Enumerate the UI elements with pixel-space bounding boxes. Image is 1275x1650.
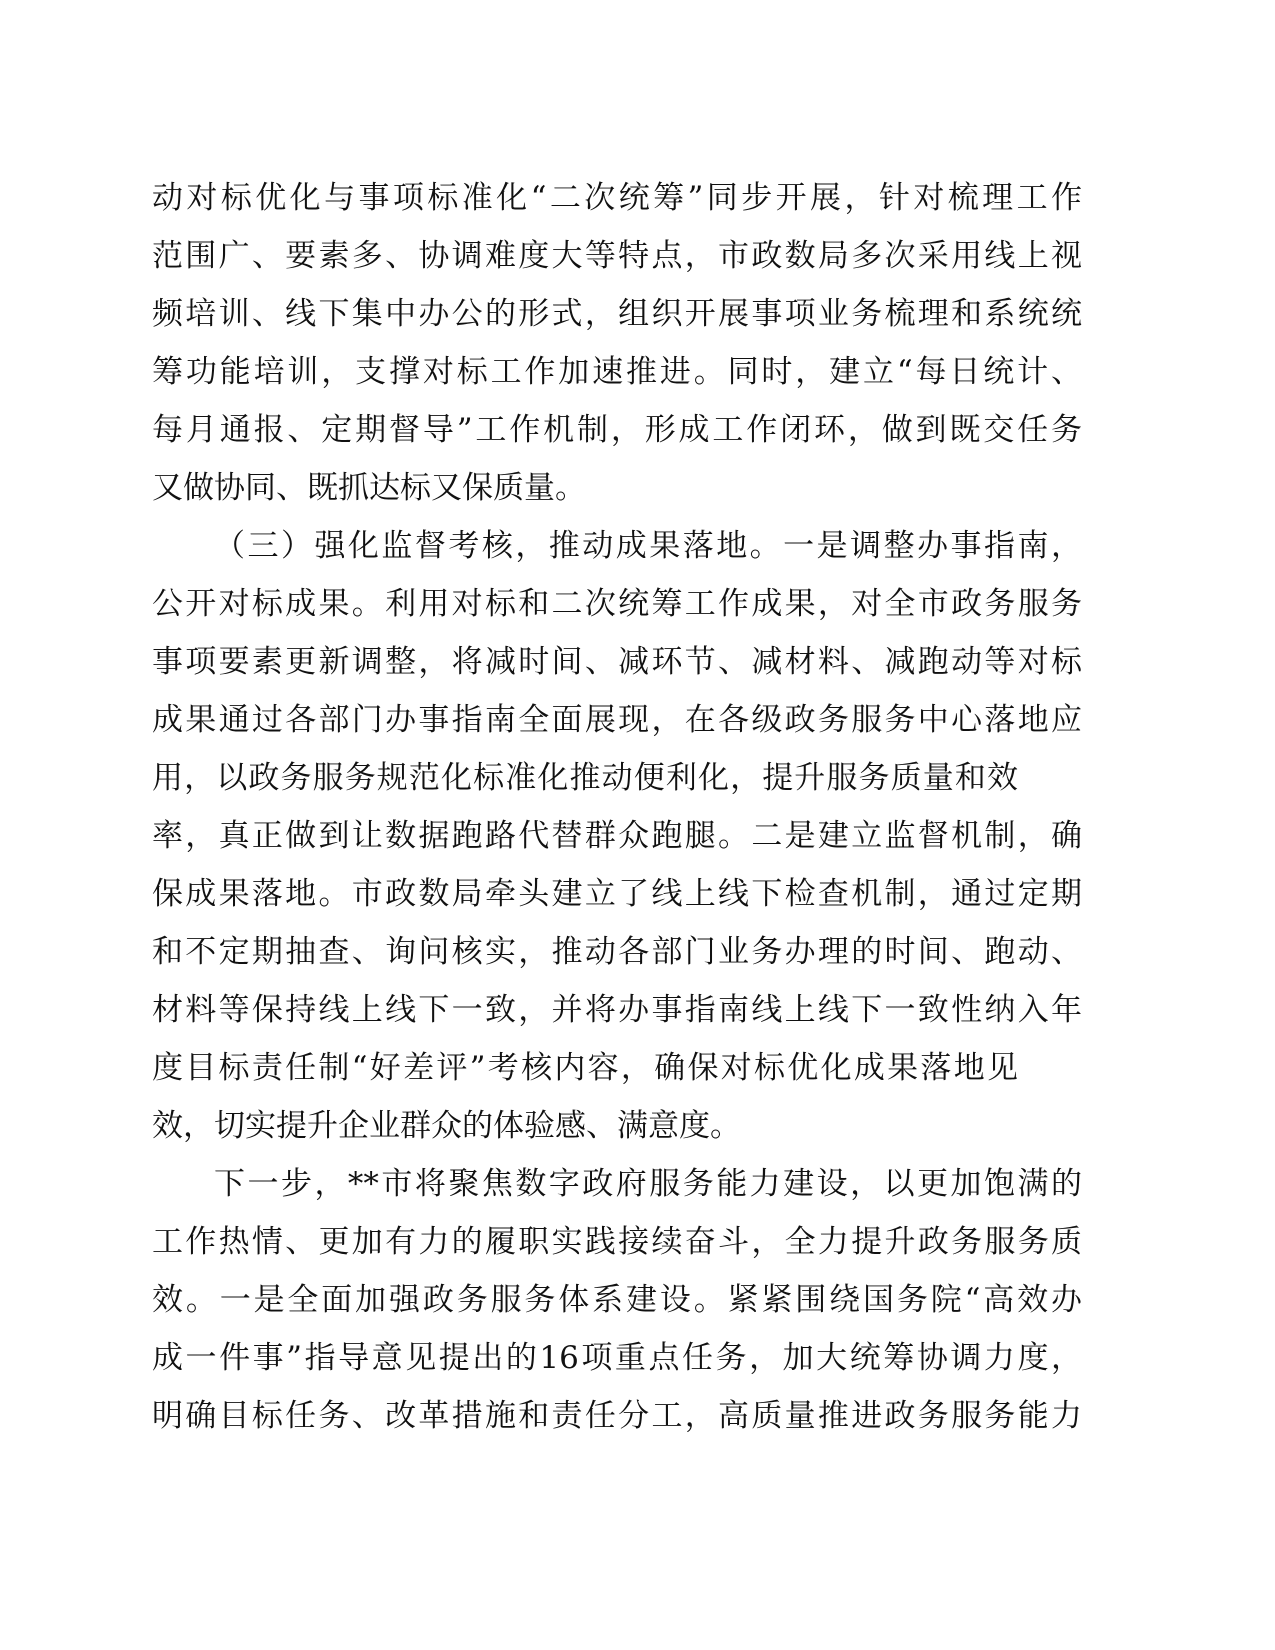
text-line: 效，切实提升企业群众的体验感、满意度。 bbox=[152, 1108, 741, 1144]
text-line: 成一件事”指导意见提出的16项重点任务，加大统筹协调力度， bbox=[152, 1340, 1082, 1376]
text-line: 动对标优化与事项标准化“二次统筹”同步开展，针对梳理工作 bbox=[152, 180, 1082, 216]
text-line: 每月通报、定期督导”工作机制，形成工作闭环，做到既交任务 bbox=[152, 412, 1082, 448]
text-line: 率，真正做到让数据跑路代替群众跑腿。二是建立监督机制，确 bbox=[152, 818, 1082, 854]
text-line: 筹功能培训，支撑对标工作加速推进。同时，建立“每日统计、 bbox=[152, 354, 1082, 390]
text-line: 用，以政务服务规范化标准化推动便利化，提升服务质量和效 bbox=[152, 760, 1018, 796]
text-line: 保成果落地。市政数局牵头建立了线上线下检查机制，通过定期 bbox=[152, 876, 1082, 912]
paragraph-first-line: 下一步，**市将聚焦数字政府服务能力建设，以更加饱满的 bbox=[214, 1166, 1082, 1202]
text-line: 公开对标成果。利用对标和二次统筹工作成果，对全市政务服务 bbox=[152, 586, 1082, 622]
text-line: 范围广、要素多、协调难度大等特点，市政数局多次采用线上视 bbox=[152, 238, 1082, 274]
text-line: 事项要素更新调整，将减时间、减环节、减材料、减跑动等对标 bbox=[152, 644, 1082, 680]
text-line: 效。一是全面加强政务服务体系建设。紧紧围绕国务院“高效办 bbox=[152, 1282, 1082, 1318]
text-line: 材料等保持线上线下一致，并将办事指南线上线下一致性纳入年 bbox=[152, 992, 1082, 1028]
text-line: 频培训、线下集中办公的形式，组织开展事项业务梳理和系统统 bbox=[152, 296, 1082, 332]
text-line: 又做协同、既抓达标又保质量。 bbox=[152, 470, 586, 506]
section-heading-line: （三）强化监督考核，推动成果落地。一是调整办事指南， bbox=[214, 528, 1082, 564]
text-line: 成果通过各部门办事指南全面展现，在各级政务服务中心落地应 bbox=[152, 702, 1082, 738]
text-line: 工作热情、更加有力的履职实践接续奋斗，全力提升政务服务质 bbox=[152, 1224, 1082, 1260]
text-line: 度目标责任制“好差评”考核内容，确保对标优化成果落地见 bbox=[152, 1050, 1018, 1086]
text-line: 和不定期抽查、询问核实，推动各部门业务办理的时间、跑动、 bbox=[152, 934, 1082, 970]
text-line: 明确目标任务、改革措施和责任分工，高质量推进政务服务能力 bbox=[152, 1398, 1082, 1434]
